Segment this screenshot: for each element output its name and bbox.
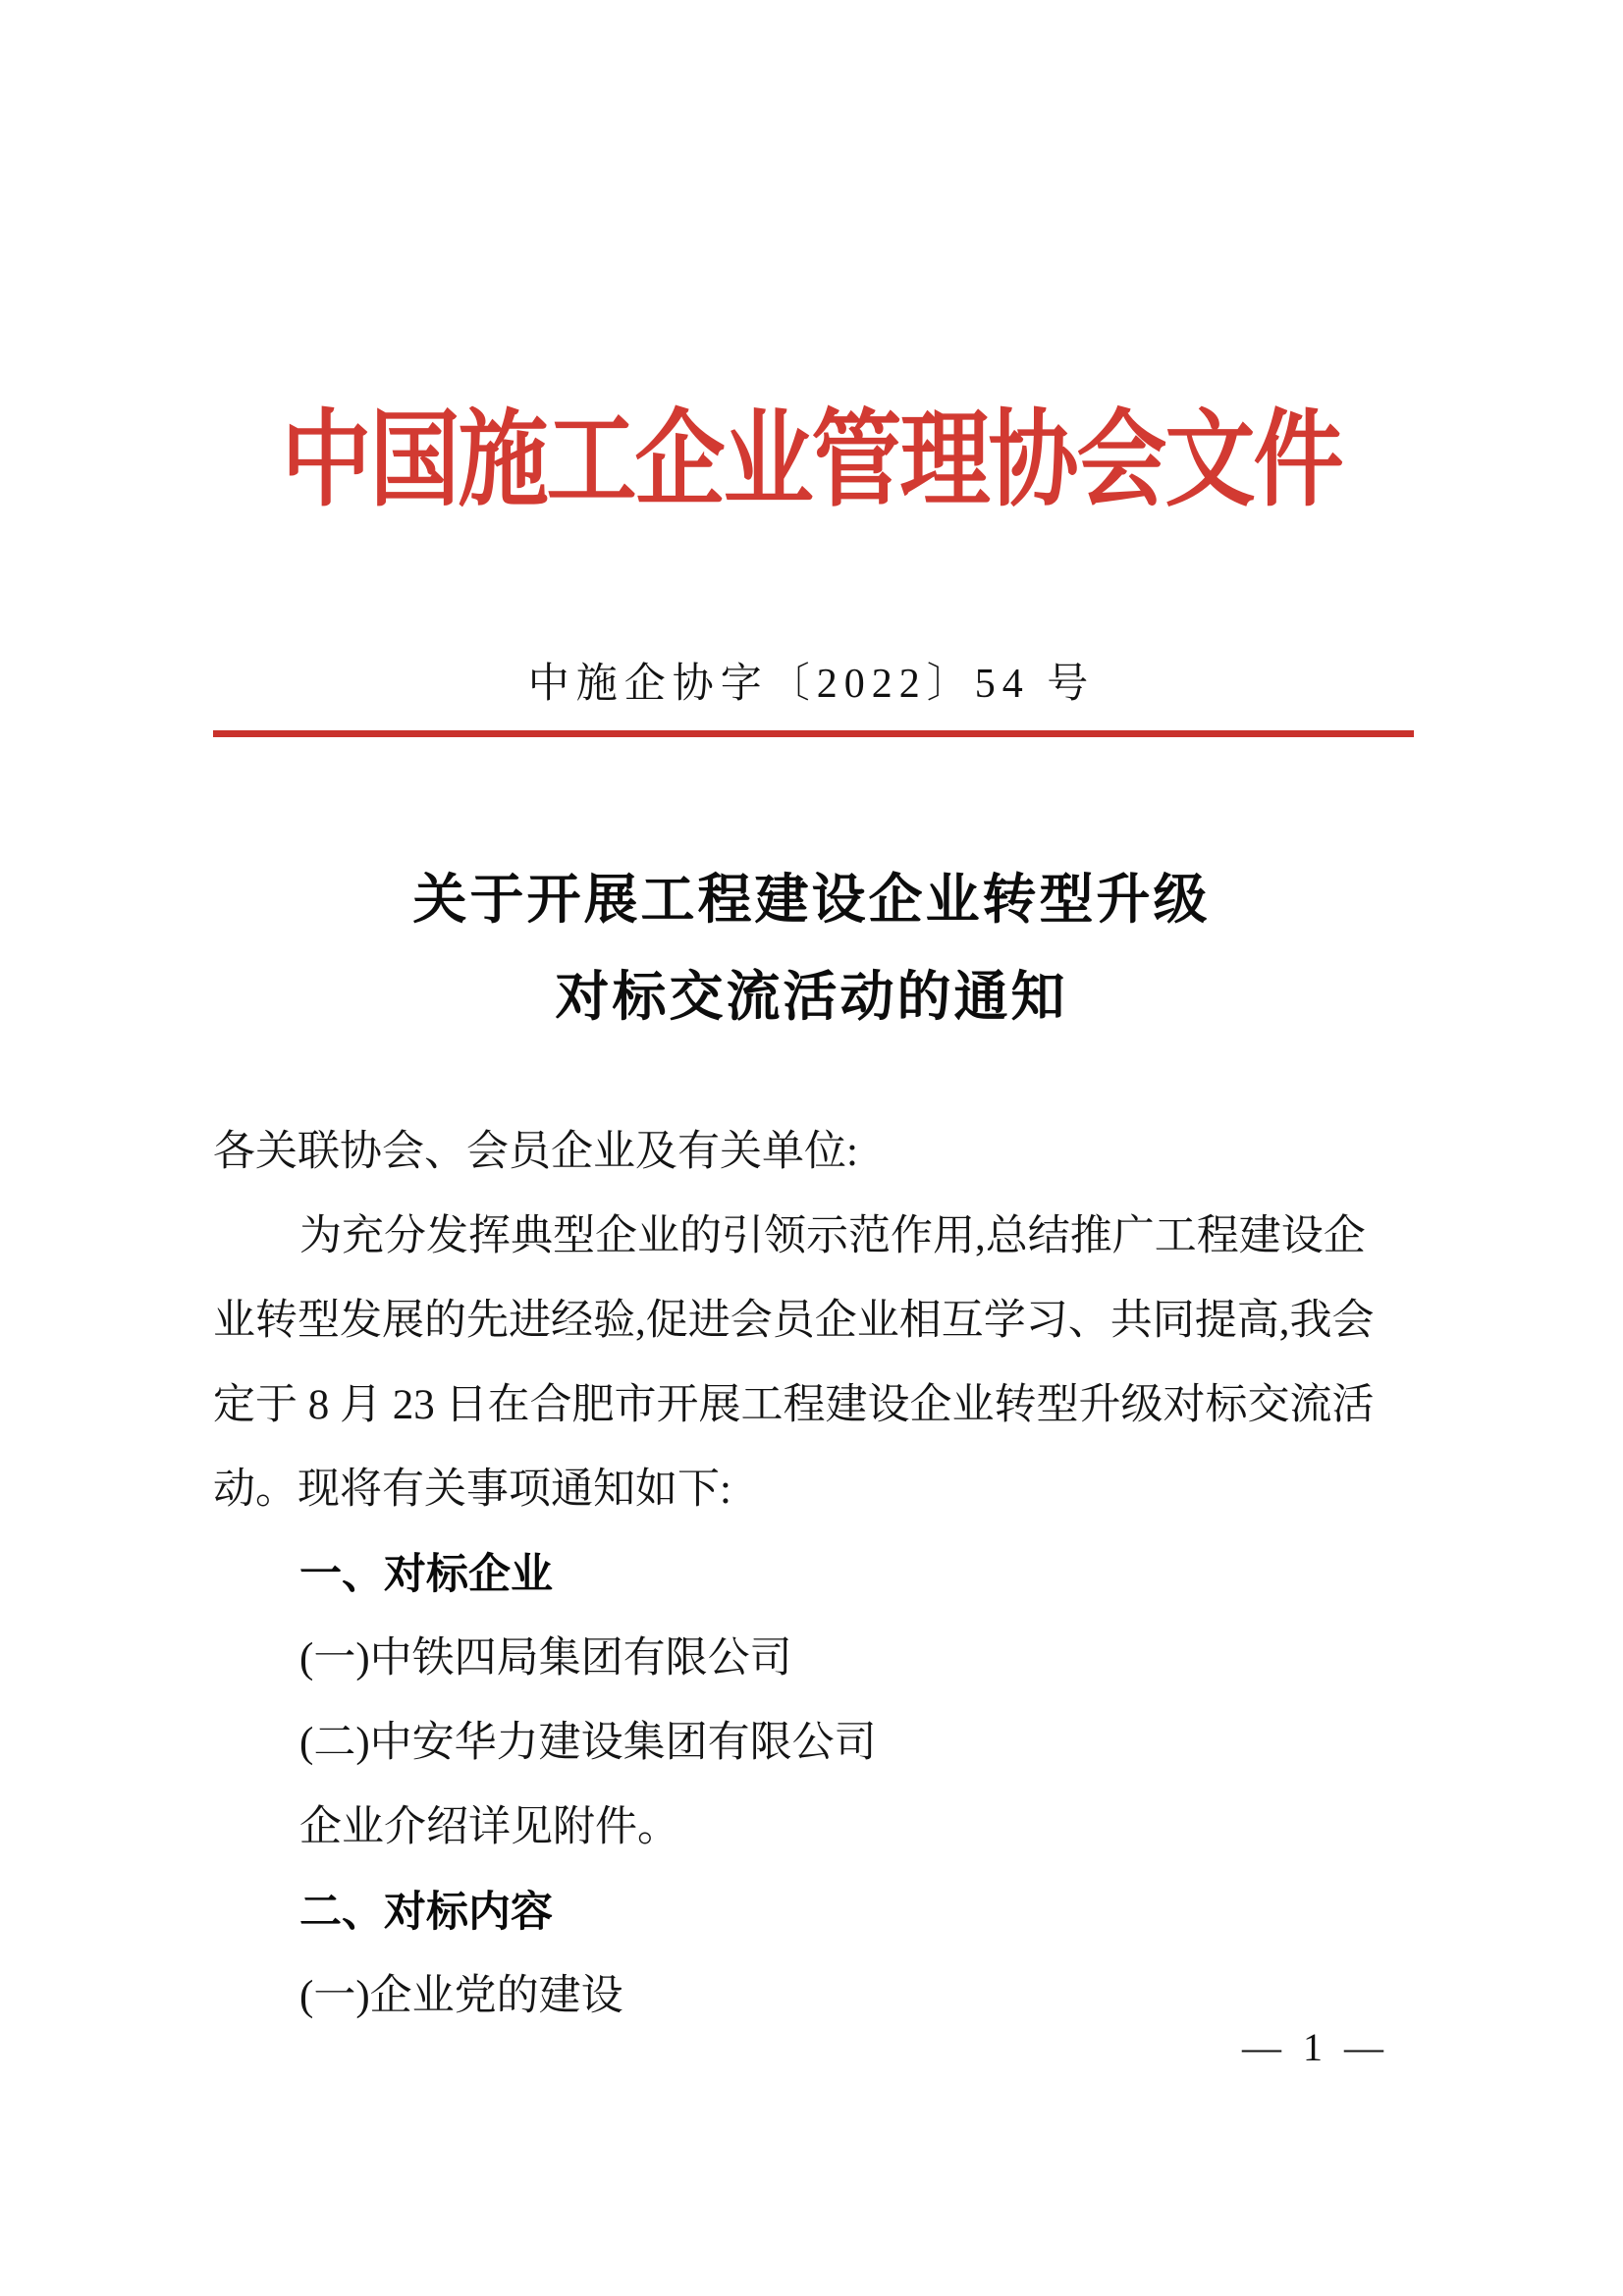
document-title — [0, 851, 1623, 1045]
page-number: — 1 — — [1242, 2025, 1389, 2069]
document-title-line1: 关于开展工程建设企业转型升级 — [412, 870, 1211, 930]
list-item: (一)中铁四局集团有限公司 — [299, 1635, 792, 1682]
red-divider-line — [213, 730, 1414, 737]
document-number: 中施企协字〔2022〕54 号 — [527, 662, 1096, 707]
paragraph-line: 定于 8 月 23 日在合肥市开展工程建设企业转型升级对标交流活 — [213, 1382, 1375, 1428]
section-heading-2: 二、对标内容 — [299, 1889, 553, 1936]
document-title-line2: 对标交流活动的通知 — [555, 967, 1068, 1027]
paragraph-line: 业转型发展的先进经验,促进会员企业相互学习、共同提高,我会 — [213, 1298, 1375, 1344]
document-body — [213, 1110, 1419, 2039]
list-item: (一)企业党的建设 — [299, 1973, 623, 2019]
paragraph-line: 为充分发挥典型企业的引领示范作用,总结推广工程建设企 — [299, 1213, 1366, 1259]
letterhead-org-title: 中国施工企业管理协会文件 — [281, 401, 1342, 518]
section-heading-1: 一、对标企业 — [299, 1551, 553, 1598]
attachment-note-line: 企业介绍详见附件。 — [299, 1804, 679, 1850]
salutation-line: 各关联协会、会员企业及有关单位: — [213, 1129, 858, 1175]
paragraph-line: 动。现将有关事项通知如下: — [213, 1467, 731, 1513]
list-item: (二)中安华力建设集团有限公司 — [299, 1720, 877, 1766]
